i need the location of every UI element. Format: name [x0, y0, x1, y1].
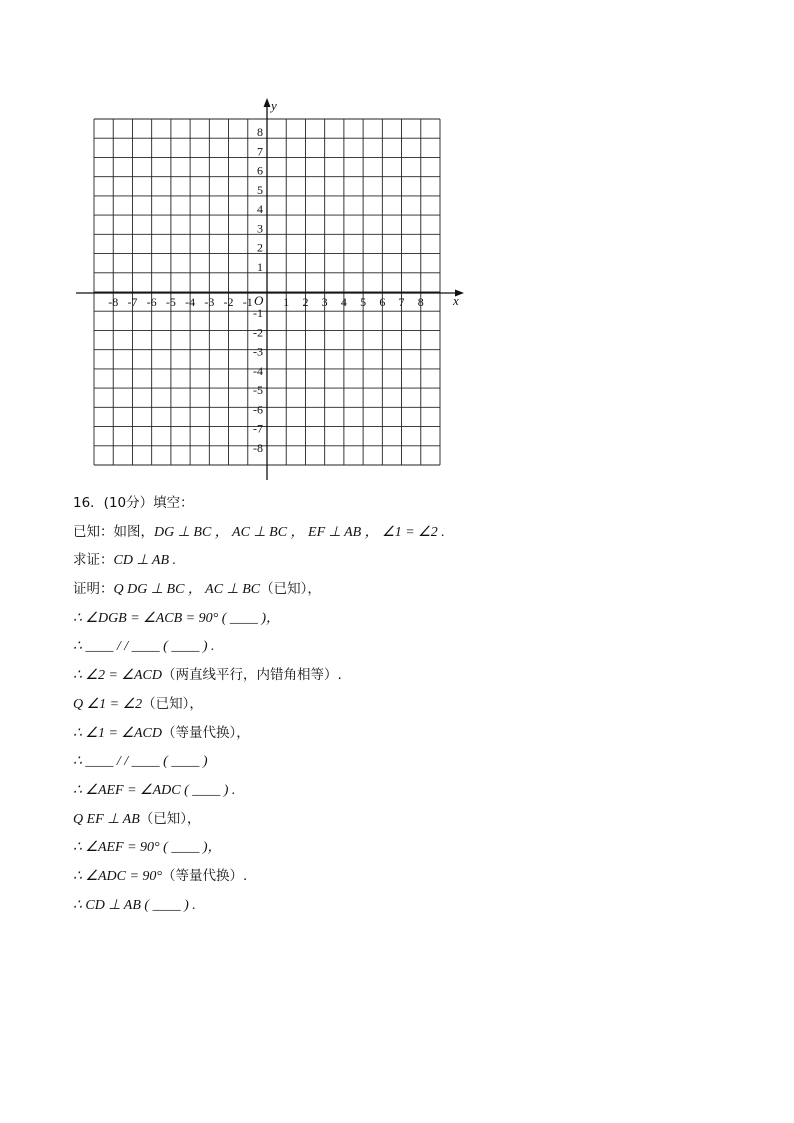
- proof-line-math: ∴ ____ / / ____ ( ____ ) .: [73, 639, 215, 655]
- proof-line: [73, 607, 753, 636]
- y-axis-label: y: [271, 98, 277, 113]
- x-tick-label: 2: [302, 295, 309, 309]
- x-tick-label: -1: [242, 295, 253, 309]
- proof-line: [73, 894, 753, 923]
- y-axis-arrow: [264, 98, 271, 107]
- y-tick-label: 5: [257, 182, 263, 197]
- proof-line-math: ∴ ∠ADC = 90°: [73, 868, 163, 884]
- proof-line: [73, 693, 753, 722]
- y-tick-labels: [253, 125, 263, 455]
- y-tick-label: 4: [257, 202, 263, 217]
- x-tick-label: 6: [379, 295, 386, 309]
- proof-line: [73, 808, 753, 837]
- y-tick-label: -8: [253, 440, 263, 455]
- x-tick-label: -6: [146, 295, 157, 309]
- x-tick-label: -4: [185, 295, 196, 309]
- x-tick-label: 4: [340, 295, 347, 309]
- proof-line: [73, 865, 753, 894]
- axes: [76, 98, 464, 480]
- proof-line: [73, 492, 753, 521]
- proof-line-math: ∴ ∠1 = ∠ACD: [73, 725, 162, 741]
- proof-line-suffix: （已知），: [142, 695, 203, 712]
- x-tick-label: 8: [417, 295, 424, 309]
- y-tick-label: 1: [257, 259, 263, 274]
- proof-line-math: ∴ ∠AEF = 90° ( ____ )，: [73, 840, 222, 856]
- coordinate-grid-figure: [0, 0, 794, 490]
- x-tick-label: -5: [165, 295, 176, 309]
- proof-line: [73, 836, 753, 865]
- proof-line: [73, 779, 753, 808]
- y-tick-label: 2: [257, 240, 263, 255]
- proof-line-suffix: （已知），: [139, 810, 201, 827]
- y-tick-label: -6: [253, 402, 263, 417]
- proof-line-suffix: （已知），: [260, 581, 321, 598]
- proof-line: [73, 521, 753, 550]
- x-tick-label: 1: [283, 295, 290, 309]
- x-axis-label: x: [453, 293, 459, 308]
- proof-line: [73, 635, 753, 664]
- proof-line-math: DG ⊥ BC ， AC ⊥ BC ， EF ⊥ AB ， ∠1 = ∠2 .: [154, 524, 445, 540]
- proof-line-prefix: 16．(10分）填空：: [73, 495, 194, 511]
- x-tick-label: 5: [360, 295, 367, 309]
- origin-label: O: [254, 293, 264, 308]
- y-tick-label: 3: [257, 221, 263, 236]
- proof-line-math: ∴ ∠AEF = ∠ADC ( ____ ) .: [73, 782, 236, 798]
- proof-line: [73, 549, 753, 578]
- x-tick-label: 7: [398, 295, 405, 309]
- proof-line-math: ∴ ∠DGB = ∠ACB = 90° ( ____ )，: [73, 610, 281, 626]
- proof-line-math: Q EF ⊥ AB: [73, 811, 140, 827]
- proof-line-suffix: （等量代换），: [161, 724, 250, 741]
- x-tick-labels: [108, 295, 424, 309]
- y-tick-label: -1: [253, 306, 263, 321]
- x-tick-label: -8: [108, 295, 119, 309]
- y-tick-label: 6: [257, 163, 263, 178]
- proof-line-math: Q DG ⊥ BC ， AC ⊥ BC: [113, 582, 261, 598]
- proof-line-math: ∴ ∠2 = ∠ACD: [73, 668, 162, 684]
- x-tick-label: -2: [223, 295, 234, 309]
- x-tick-label: -3: [204, 295, 215, 309]
- proof-line: [73, 722, 753, 751]
- y-tick-label: -2: [253, 325, 263, 340]
- x-tick-label: 3: [321, 295, 328, 309]
- proof-line-math: ∴ ____ / / ____ ( ____ ): [73, 754, 208, 770]
- proof-line-prefix: 求证：: [73, 552, 114, 569]
- proof-line-prefix: 已知：如图，: [73, 523, 154, 540]
- y-tick-label: -5: [253, 383, 263, 398]
- y-tick-label: 7: [257, 144, 263, 159]
- proof-line-suffix: （等量代换）.: [162, 867, 248, 884]
- y-tick-label: -3: [253, 344, 263, 359]
- x-tick-label: -7: [127, 295, 138, 309]
- proof-line-math: ∴ CD ⊥ AB ( ____ ) .: [73, 897, 196, 913]
- proof-line: [73, 578, 753, 607]
- proof-line: [73, 664, 753, 693]
- y-tick-label: -4: [253, 363, 263, 378]
- proof-line-math: CD ⊥ AB .: [113, 553, 176, 569]
- proof-line-prefix: 证明：: [73, 581, 114, 598]
- y-tick-label: 8: [257, 125, 263, 140]
- proof-line: [73, 750, 753, 779]
- problem-16: [73, 492, 753, 922]
- proof-line-suffix: （两直线平行，内错角相等）.: [161, 667, 342, 684]
- proof-line-math: Q ∠1 = ∠2: [73, 696, 143, 712]
- y-tick-label: -7: [253, 421, 263, 436]
